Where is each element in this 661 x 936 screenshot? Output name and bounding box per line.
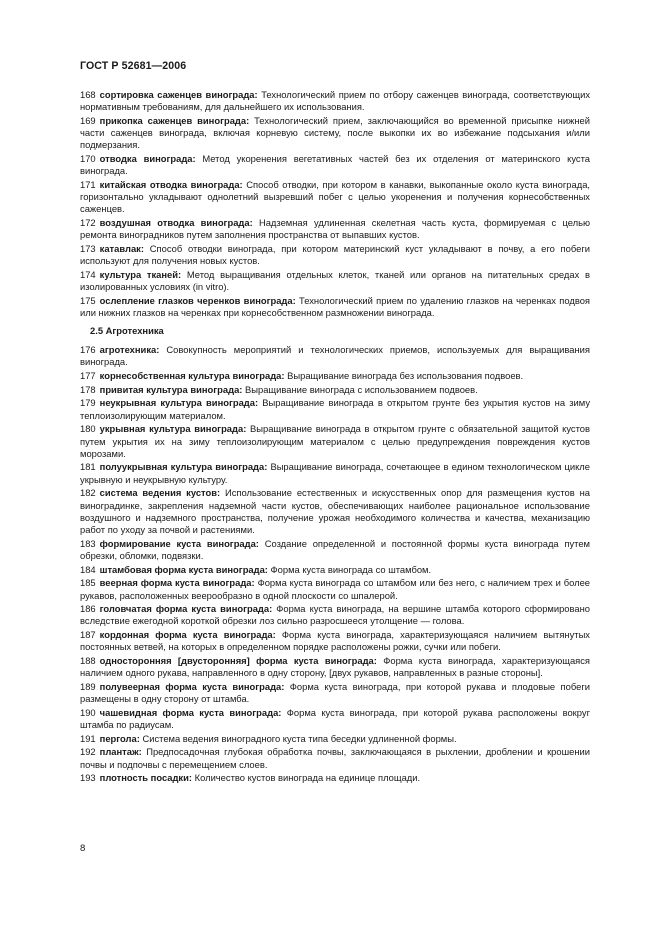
entry-definition: Технологический прием по удалению глазков на черенках подвоя или нижних глазков на черенках при корнесобственном размножении винограда. — [80, 294, 590, 318]
entry-number: 168 — [80, 89, 96, 100]
term-entry — [80, 370, 590, 382]
entry-number: 183 — [80, 537, 96, 549]
term-entry — [80, 746, 590, 770]
term-entry — [80, 461, 590, 485]
entry-term: отводка винограда: — [99, 153, 196, 165]
entry-definition: Метод укоренения вегетативных частей без их отделения от материнского куста винограда. — [80, 153, 590, 177]
entry-term: веерная форма куста винограда: — [99, 577, 255, 589]
entries-list-after — [80, 344, 590, 784]
term-entry — [80, 217, 590, 241]
entry-number: 184 — [80, 563, 96, 575]
entry-definition: Способ отводки винограда, при котором материнский куст укладывают в почву, а его побеги используют для получения новых кустов. — [80, 242, 590, 267]
entry-definition: Выращивание винограда в открытом грунте без укрытия кустов на зиму теплоизолирующим материалом. — [80, 397, 591, 421]
entry-term: полуукрывная культура винограда: — [99, 461, 268, 473]
entry-number: 188 — [80, 655, 96, 667]
entries-list-before — [80, 89, 590, 319]
term-entry — [80, 153, 590, 177]
term-entry — [80, 681, 590, 705]
term-entry — [80, 397, 590, 421]
entry-definition: Использование естественных и искусственных опор для размещения кустов на виноградинке, закрепления надземной части кустов, обеспечивающих наиболее рациональное использование воздушного и надземного пространства, получение урожая необходимого количества и качества, механизацию работ по уходу за почвой и растениями. — [80, 487, 590, 535]
entry-definition: Метод выращивания отдельных клеток, тканей или органов на питательных средах в изолированных условиях (in vitro). — [80, 268, 590, 293]
term-entry — [80, 772, 590, 784]
term-entry — [80, 344, 590, 368]
entry-term: привитая культура винограда: — [99, 383, 243, 395]
entry-number: 175 — [80, 294, 96, 306]
entry-term: формирование куста винограда: — [99, 537, 259, 549]
entry-number: 192 — [80, 746, 96, 758]
entry-number: 179 — [80, 397, 96, 409]
document-body — [80, 89, 590, 786]
entry-definition: Форма куста винограда, на вершине штамба которого сформировано вследствие ежегодной короткой обрезки лоз сильно разросшееся утолщение — голова. — [80, 603, 590, 627]
entry-definition: Выращивание винограда, сочетающее в едином технологическом цикле укрывную и неукрывную культуру. — [80, 461, 590, 485]
term-entry — [80, 655, 590, 679]
entry-term: пергола: — [99, 732, 140, 744]
entry-number: 174 — [80, 268, 96, 280]
entry-number: 180 — [80, 423, 96, 435]
entry-definition: Форма куста винограда, характеризующаяся наличием вытянутых постоянных ветвей, на которых в определенном порядке расположены рожки, сучки или побеги. — [80, 629, 590, 653]
entry-term: головчатая форма куста винограда: — [99, 603, 273, 615]
term-entry — [80, 603, 590, 627]
entry-number: 190 — [80, 706, 96, 718]
term-entry — [80, 564, 590, 576]
entry-number: 193 — [80, 772, 96, 784]
entry-term: корнесобственная культура винограда: — [99, 370, 285, 382]
entry-definition: Форма куста винограда, при которой рукава расположены вокруг штамба по радиусам. — [80, 706, 590, 731]
entry-definition: Форма куста винограда, при которой рукава и плодовые побеги размещены в одну сторону от штамба. — [80, 680, 590, 705]
term-entry — [80, 295, 590, 319]
term-entry — [80, 243, 590, 267]
entry-definition: Форма куста винограда, характеризующаяся наличием одного рукава, направленного в одну сторону, [двух рукавов, направленных в разные стороны]. — [80, 655, 591, 679]
entry-number: 176 — [80, 344, 96, 356]
entry-definition: Выращивание винограда с использованием подвоев. — [245, 383, 478, 395]
entry-term: китайская отводка винограда: — [99, 178, 243, 190]
entry-term: односторонняя [двусторонняя] форма куста винограда: — [99, 655, 377, 667]
term-entry — [80, 487, 590, 536]
entry-number: 177 — [80, 370, 96, 382]
entry-term: катавлак: — [99, 242, 144, 254]
entry-definition: Технологический прием, заключающийся во временной присыпке нижней части саженцев винограда, включая корневую систему, после выкопки их во избежание подсыхания и/или подмерзания. — [80, 114, 590, 151]
entry-term: прикопка саженцев винограда: — [99, 114, 250, 126]
entry-number: 178 — [80, 383, 96, 395]
entry-number: 185 — [80, 577, 96, 589]
entry-number: 182 — [80, 487, 96, 499]
entry-definition: Форма куста винограда со штамбом или без него, с наличием трех и более рукавов, расположенных веерообразно в одной плоскости со шпалерой. — [80, 577, 591, 601]
entry-definition: Предпосадочная глубокая обработка почвы, заключающаяся в рыхлении, дроблении и крошении почвы и подпочвы с перемещением слоев. — [80, 746, 590, 770]
entry-number: 172 — [80, 217, 96, 229]
term-entry — [80, 707, 590, 731]
term-entry — [80, 115, 590, 152]
entry-definition: Система ведения виноградного куста типа беседки удлиненной формы. — [142, 732, 457, 744]
entry-term: система ведения кустов: — [99, 487, 221, 499]
entry-definition: Совокупность мероприятий и технологических приемов, используемых для выращивания винограда. — [80, 344, 590, 368]
entry-number: 187 — [80, 629, 96, 641]
entry-term: агротехника: — [99, 344, 160, 356]
term-entry — [80, 423, 590, 460]
entry-term: укрывная культура винограда: — [99, 423, 247, 435]
entry-term: сортировка саженцев винограда: — [99, 89, 258, 100]
entry-term: культура тканей: — [99, 268, 182, 280]
term-entry — [80, 538, 590, 562]
entry-term: неукрывная культура винограда: — [99, 397, 259, 409]
entry-number: 173 — [80, 242, 96, 254]
term-entry — [80, 269, 590, 293]
page-number: 8 — [80, 843, 86, 854]
entry-term: воздушная отводка винограда: — [99, 217, 253, 229]
entry-definition: Выращивание винограда без использования подвоев. — [287, 370, 524, 382]
entry-definition: Создание определенной и постоянной формы куста винограда путем обрезки, обломки, подвязки. — [80, 537, 590, 561]
entry-definition: Выращивание винограда в открытом грунте с обязательной защитой кустов путем укрытия их на зиму теплоизолирующим материалом с целью предупреждения повреждения кустов морозами. — [80, 423, 591, 459]
entry-number: 189 — [80, 680, 96, 692]
entry-definition: Надземная удлиненная скелетная часть куста, формируемая с целью ремонта виноградников путем заполнения пространства от выпавших кустов. — [80, 217, 590, 241]
term-entry — [80, 179, 590, 216]
entry-number: 181 — [80, 461, 96, 473]
entry-term: плантаж: — [99, 746, 142, 758]
entry-number: 171 — [80, 178, 96, 190]
term-entry — [80, 733, 590, 745]
entry-term: кордонная форма куста винограда: — [99, 629, 276, 641]
entry-term: чашевидная форма куста винограда: — [99, 706, 282, 718]
standard-header: ГОСТ Р 52681—2006 — [80, 60, 187, 72]
entry-term: штамбовая форма куста винограда: — [99, 563, 268, 575]
term-entry — [80, 577, 590, 601]
entry-definition: Форма куста винограда со штамбом. — [270, 563, 432, 575]
entry-term: ослепление глазков черенков винограда: — [99, 294, 296, 306]
term-entry — [80, 89, 590, 113]
entry-definition: Количество кустов винограда на единице площади. — [194, 772, 421, 784]
entry-number: 186 — [80, 603, 96, 615]
entry-number: 191 — [80, 732, 96, 744]
entry-number: 170 — [80, 153, 96, 165]
section-title: 2.5 Агротехника — [90, 325, 164, 337]
entry-term: полувеерная форма куста винограда: — [99, 680, 285, 692]
term-entry — [80, 629, 590, 653]
entry-definition: Технологический прием по отбору саженцев винограда, соответствующих нормативным требованиям, для дальнейшего их использования. — [80, 89, 591, 113]
entry-definition: Способ отводки, при котором в канавки, выкопанные около куста винограда, горизонтально укладывают однолетний вызревший побег с целью укоренения и получения корнесобственных саженцев. — [80, 178, 591, 215]
entry-term: плотность посадки: — [99, 772, 193, 784]
entry-number: 169 — [80, 114, 96, 126]
term-entry — [80, 384, 590, 396]
